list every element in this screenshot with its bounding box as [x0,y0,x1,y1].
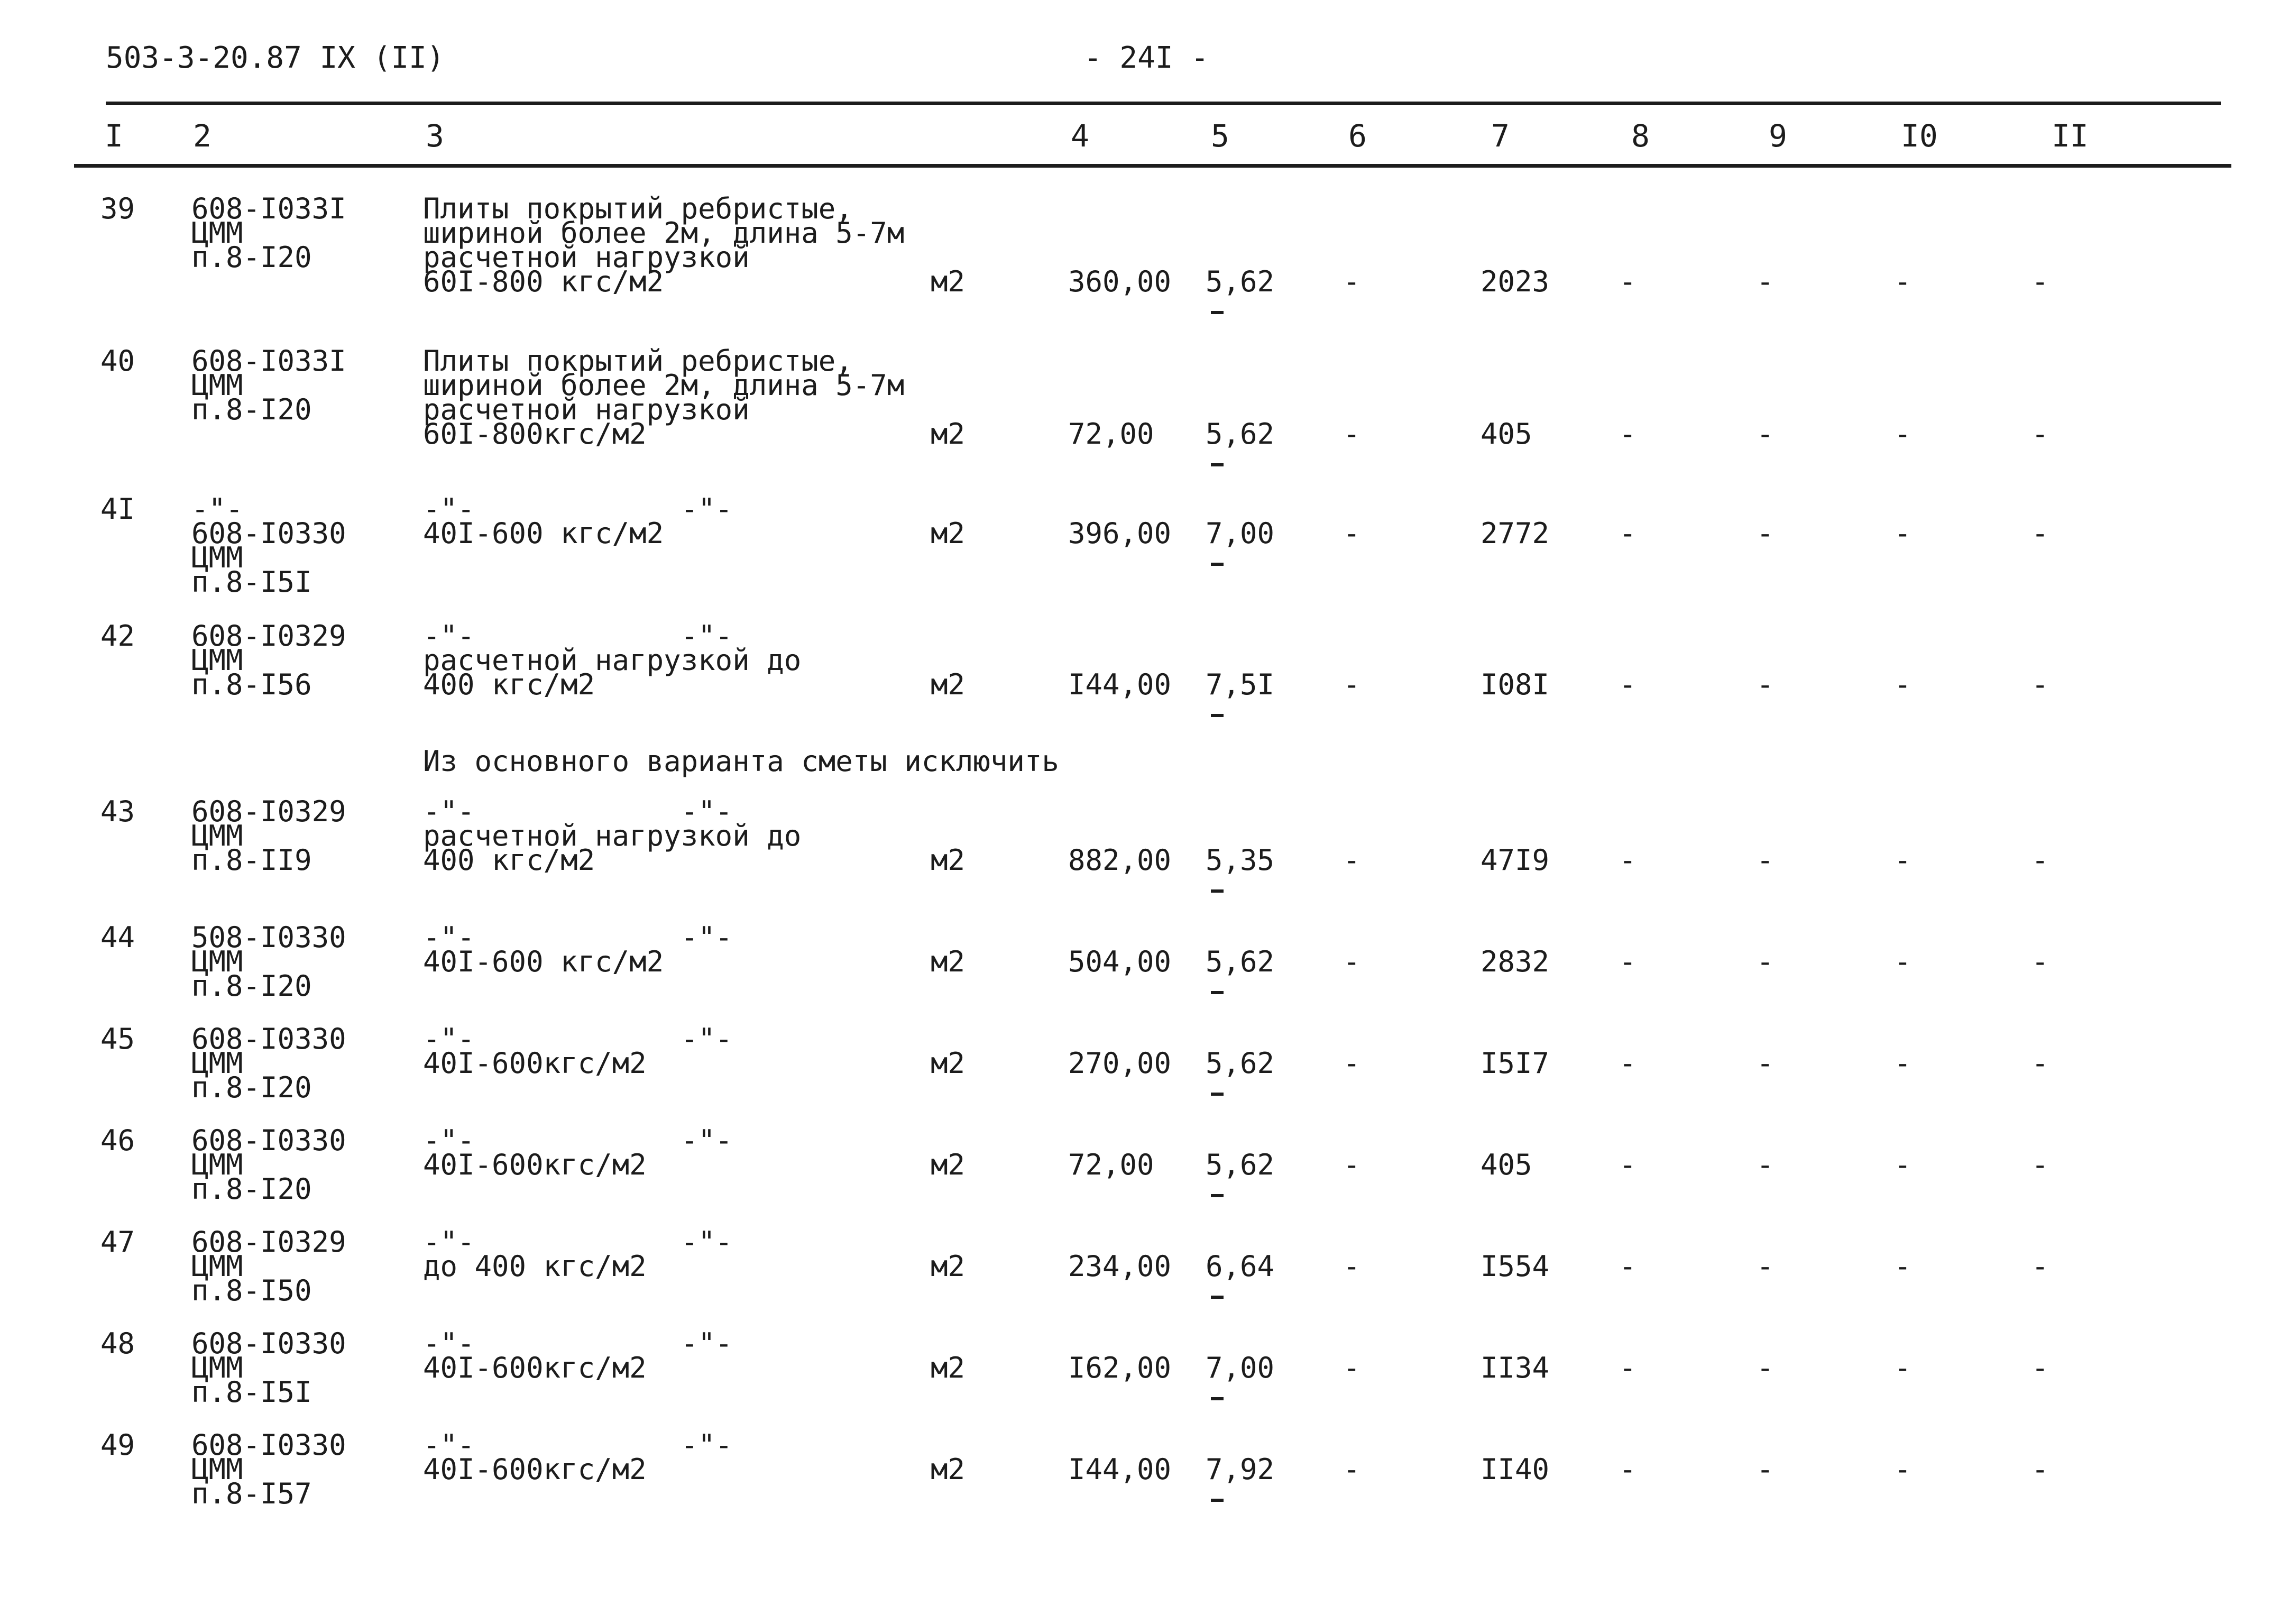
col-8-value: - [1619,1351,1637,1384]
unit-price: 5,62 [1206,1148,1275,1181]
col-8-value: - [1619,1453,1637,1486]
quantity: 504,00 [1068,945,1172,978]
col-1-number: I [105,118,123,154]
col-6-value: - [1343,1453,1360,1486]
unit: м2 [931,843,966,877]
col-10-value: - [1894,1148,1911,1181]
col-6-value: - [1343,417,1360,451]
col-10-value: - [1894,517,1911,550]
col-4-number: 4 [1071,118,1089,154]
row-number: 40 [100,344,135,378]
row-number: 47 [100,1225,135,1259]
col-2-number: 2 [193,118,212,154]
unit: м2 [931,945,966,978]
row-number: 43 [100,795,135,828]
col-11-value: - [2031,1148,2049,1181]
row-number: 46 [100,1124,135,1157]
total-cost: I5I7 [1481,1047,1550,1080]
price-code: 608-I033I ЦММ п.8-I20 [191,192,346,274]
col-11-value: - [2031,1047,2049,1080]
col-11-number: II [2052,118,2089,154]
total-cost: 405 [1481,417,1532,451]
quantity: 396,00 [1068,517,1172,550]
quantity: 882,00 [1068,843,1172,877]
total-cost: 2023 [1481,265,1550,298]
unit: м2 [931,517,966,550]
section-note: Из основного варианта сметы исключить [423,745,1059,778]
col-9-value: - [1757,1453,1774,1486]
quantity: I44,00 [1068,1453,1172,1486]
price-tick-mark [1211,1194,1224,1197]
col-10-value: - [1894,1047,1911,1080]
unit-price: 5,62 [1206,945,1275,978]
col-6-number: 6 [1348,118,1367,154]
price-tick-mark [1211,1499,1224,1502]
unit: м2 [931,1047,966,1080]
col-6-value: - [1343,1047,1360,1080]
item-description: -"- -"- 40I-600кгс/м2 [423,1327,733,1384]
row-number: 45 [100,1022,135,1056]
quantity: 360,00 [1068,265,1172,298]
col-9-number: 9 [1769,118,1787,154]
col-9-value: - [1757,1148,1774,1181]
col-10-value: - [1894,417,1911,451]
col-8-value: - [1619,265,1637,298]
col-8-value: - [1619,1250,1637,1283]
price-code: 608-I0330 ЦММ п.8-I20 [191,1124,346,1206]
col-9-value: - [1757,945,1774,978]
col-8-value: - [1619,668,1637,701]
col-9-value: - [1757,1351,1774,1384]
col-6-value: - [1343,517,1360,550]
unit: м2 [931,668,966,701]
price-code: 608-I0329 ЦММ п.8-I50 [191,1225,346,1307]
price-tick-mark [1211,1397,1224,1400]
item-description: -"- -"- 40I-600 кгс/м2 [423,921,733,978]
col-10-number: I0 [1901,118,1938,154]
item-description: -"- -"- 40I-600кгс/м2 [423,1022,733,1080]
row-number: 49 [100,1428,135,1462]
col-9-value: - [1757,843,1774,877]
total-cost: 405 [1481,1148,1532,1181]
unit-price: 5,35 [1206,843,1275,877]
col-11-value: - [2031,265,2049,298]
top-rule [106,102,2221,105]
row-number: 39 [100,192,135,225]
col-11-value: - [2031,843,2049,877]
unit: м2 [931,1351,966,1384]
quantity: I62,00 [1068,1351,1172,1384]
price-code: 608-I0330 ЦММ п.8-I5I [191,1327,346,1409]
col-11-value: - [2031,417,2049,451]
total-cost: 2772 [1481,517,1550,550]
unit-price: 7,92 [1206,1453,1275,1486]
col-7-number: 7 [1491,118,1510,154]
price-tick-mark [1211,563,1224,566]
price-tick-mark [1211,991,1224,994]
row-number: 48 [100,1327,135,1360]
col-3-number: 3 [426,118,444,154]
col-11-value: - [2031,1250,2049,1283]
col-9-value: - [1757,1047,1774,1080]
item-description: -"- -"- 40I-600кгс/м2 [423,1428,733,1486]
item-description: Плиты покрытий ребристые, шириной более 2м, длина 5-7м расчетной нагрузкой 60I-800кгс/м2 [423,344,905,451]
col-9-value: - [1757,668,1774,701]
unit-price: 5,62 [1206,1047,1275,1080]
price-tick-mark [1211,311,1224,314]
price-tick-mark [1211,1296,1224,1299]
item-description: -"- -"- до 400 кгс/м2 [423,1225,733,1283]
quantity: 72,00 [1068,417,1154,451]
quantity: 234,00 [1068,1250,1172,1283]
total-cost: I554 [1481,1250,1550,1283]
price-code: 608-I0329 ЦММ п.8-II9 [191,795,346,877]
item-description: -"- -"- расчетной нагрузкой до 400 кгс/м2 [423,795,802,877]
col-11-value: - [2031,1351,2049,1384]
price-code: 608-I0330 ЦММ п.8-I57 [191,1428,346,1510]
col-11-value: - [2031,668,2049,701]
unit: м2 [931,417,966,451]
col-5-number: 5 [1211,118,1229,154]
col-8-number: 8 [1631,118,1650,154]
col-9-value: - [1757,265,1774,298]
unit-price: 5,62 [1206,265,1275,298]
header-bottom-rule [74,164,2231,168]
col-6-value: - [1343,945,1360,978]
total-cost: II34 [1481,1351,1550,1384]
col-10-value: - [1894,843,1911,877]
col-8-value: - [1619,417,1637,451]
price-code: 508-I0330 ЦММ п.8-I20 [191,921,346,1003]
quantity: 72,00 [1068,1148,1154,1181]
col-9-value: - [1757,417,1774,451]
unit-price: 7,00 [1206,1351,1275,1384]
col-6-value: - [1343,1351,1360,1384]
price-code: 608-I0330 ЦММ п.8-I20 [191,1022,346,1104]
unit: м2 [931,265,966,298]
col-8-value: - [1619,843,1637,877]
col-9-value: - [1757,1250,1774,1283]
col-6-value: - [1343,1148,1360,1181]
price-code: 608-I033I ЦММ п.8-I20 [191,344,346,426]
unit-price: 7,5I [1206,668,1275,701]
col-11-value: - [2031,1453,2049,1486]
item-description: -"- -"- 40I-600кгс/м2 [423,1124,733,1181]
item-description: Плиты покрытий ребристые, шириной более 2м, длина 5-7м расчетной нагрузкой 60I-800 кгс/м2 [423,192,905,298]
item-description: -"- -"- 40I-600 кгс/м2 [423,492,733,550]
unit-price: 5,62 [1206,417,1275,451]
col-10-value: - [1894,945,1911,978]
unit: м2 [931,1250,966,1283]
row-number: 42 [100,619,135,653]
price-tick-mark [1211,714,1224,717]
total-cost: II40 [1481,1453,1550,1486]
price-tick-mark [1211,889,1224,893]
price-tick-mark [1211,1093,1224,1096]
total-cost: 2832 [1481,945,1550,978]
total-cost: I08I [1481,668,1550,701]
page-number: - 24I - [1084,41,1209,75]
col-9-value: - [1757,517,1774,550]
col-6-value: - [1343,668,1360,701]
unit: м2 [931,1453,966,1486]
col-10-value: - [1894,1351,1911,1384]
row-number: 44 [100,921,135,954]
quantity: 270,00 [1068,1047,1172,1080]
row-number: 4I [100,492,135,526]
col-6-value: - [1343,265,1360,298]
col-10-value: - [1894,1453,1911,1486]
price-code: 608-I0329 ЦММ п.8-I56 [191,619,346,701]
price-tick-mark [1211,463,1224,466]
unit-price: 7,00 [1206,517,1275,550]
col-11-value: - [2031,945,2049,978]
col-8-value: - [1619,945,1637,978]
unit-price: 6,64 [1206,1250,1275,1283]
unit: м2 [931,1148,966,1181]
col-10-value: - [1894,1250,1911,1283]
col-6-value: - [1343,843,1360,877]
col-8-value: - [1619,1148,1637,1181]
quantity: I44,00 [1068,668,1172,701]
col-6-value: - [1343,1250,1360,1283]
col-8-value: - [1619,517,1637,550]
price-code: -"- 608-I0330 ЦММ п.8-I5I [191,492,346,599]
col-11-value: - [2031,517,2049,550]
item-description: -"- -"- расчетной нагрузкой до 400 кгс/м2 [423,619,802,701]
col-8-value: - [1619,1047,1637,1080]
document-code: 503-3-20.87 IX (II) [106,41,445,75]
col-10-value: - [1894,668,1911,701]
total-cost: 47I9 [1481,843,1550,877]
col-10-value: - [1894,265,1911,298]
